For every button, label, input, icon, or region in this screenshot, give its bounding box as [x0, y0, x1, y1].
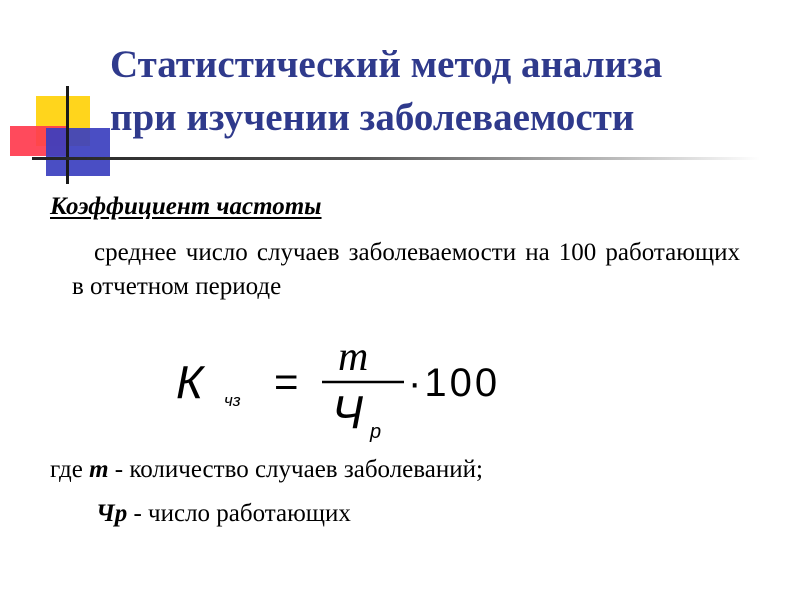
section-heading: Коэффициент частоты — [50, 193, 322, 220]
formula-numerator: m — [338, 340, 369, 380]
formula-denominator-subscript: p — [370, 421, 382, 443]
legend-symbol: Чр — [96, 500, 128, 527]
formula-denominator-symbol: Ч — [332, 386, 363, 438]
formula-lhs-subscript: чз — [224, 391, 241, 410]
legend-text: - число работающих — [127, 500, 351, 527]
legend-item-chr — [96, 500, 351, 528]
formula-lhs-symbol: К — [176, 356, 204, 408]
decor-blue-square — [46, 128, 110, 176]
slide-title-line-1: Статистический метод анализа — [110, 43, 663, 86]
formula — [172, 340, 552, 450]
legend-symbol: m — [89, 456, 109, 483]
legend-item-m — [50, 456, 483, 484]
legend-prefix: где — [50, 456, 90, 483]
decor-vertical-line — [66, 86, 69, 184]
slide-title — [110, 38, 770, 144]
title-underline-rule — [32, 157, 760, 160]
formula-multiplier: ·100 — [408, 361, 501, 405]
slide-title-line-2: при изучении заболеваемости — [110, 96, 635, 139]
legend-text: - количество случаев заболеваний; — [108, 456, 483, 483]
definition-text: среднее число случаев заболеваемости на 100 работающих в отчетном периоде — [72, 239, 740, 300]
formula-svg — [172, 340, 552, 450]
formula-equals: = — [274, 358, 299, 405]
